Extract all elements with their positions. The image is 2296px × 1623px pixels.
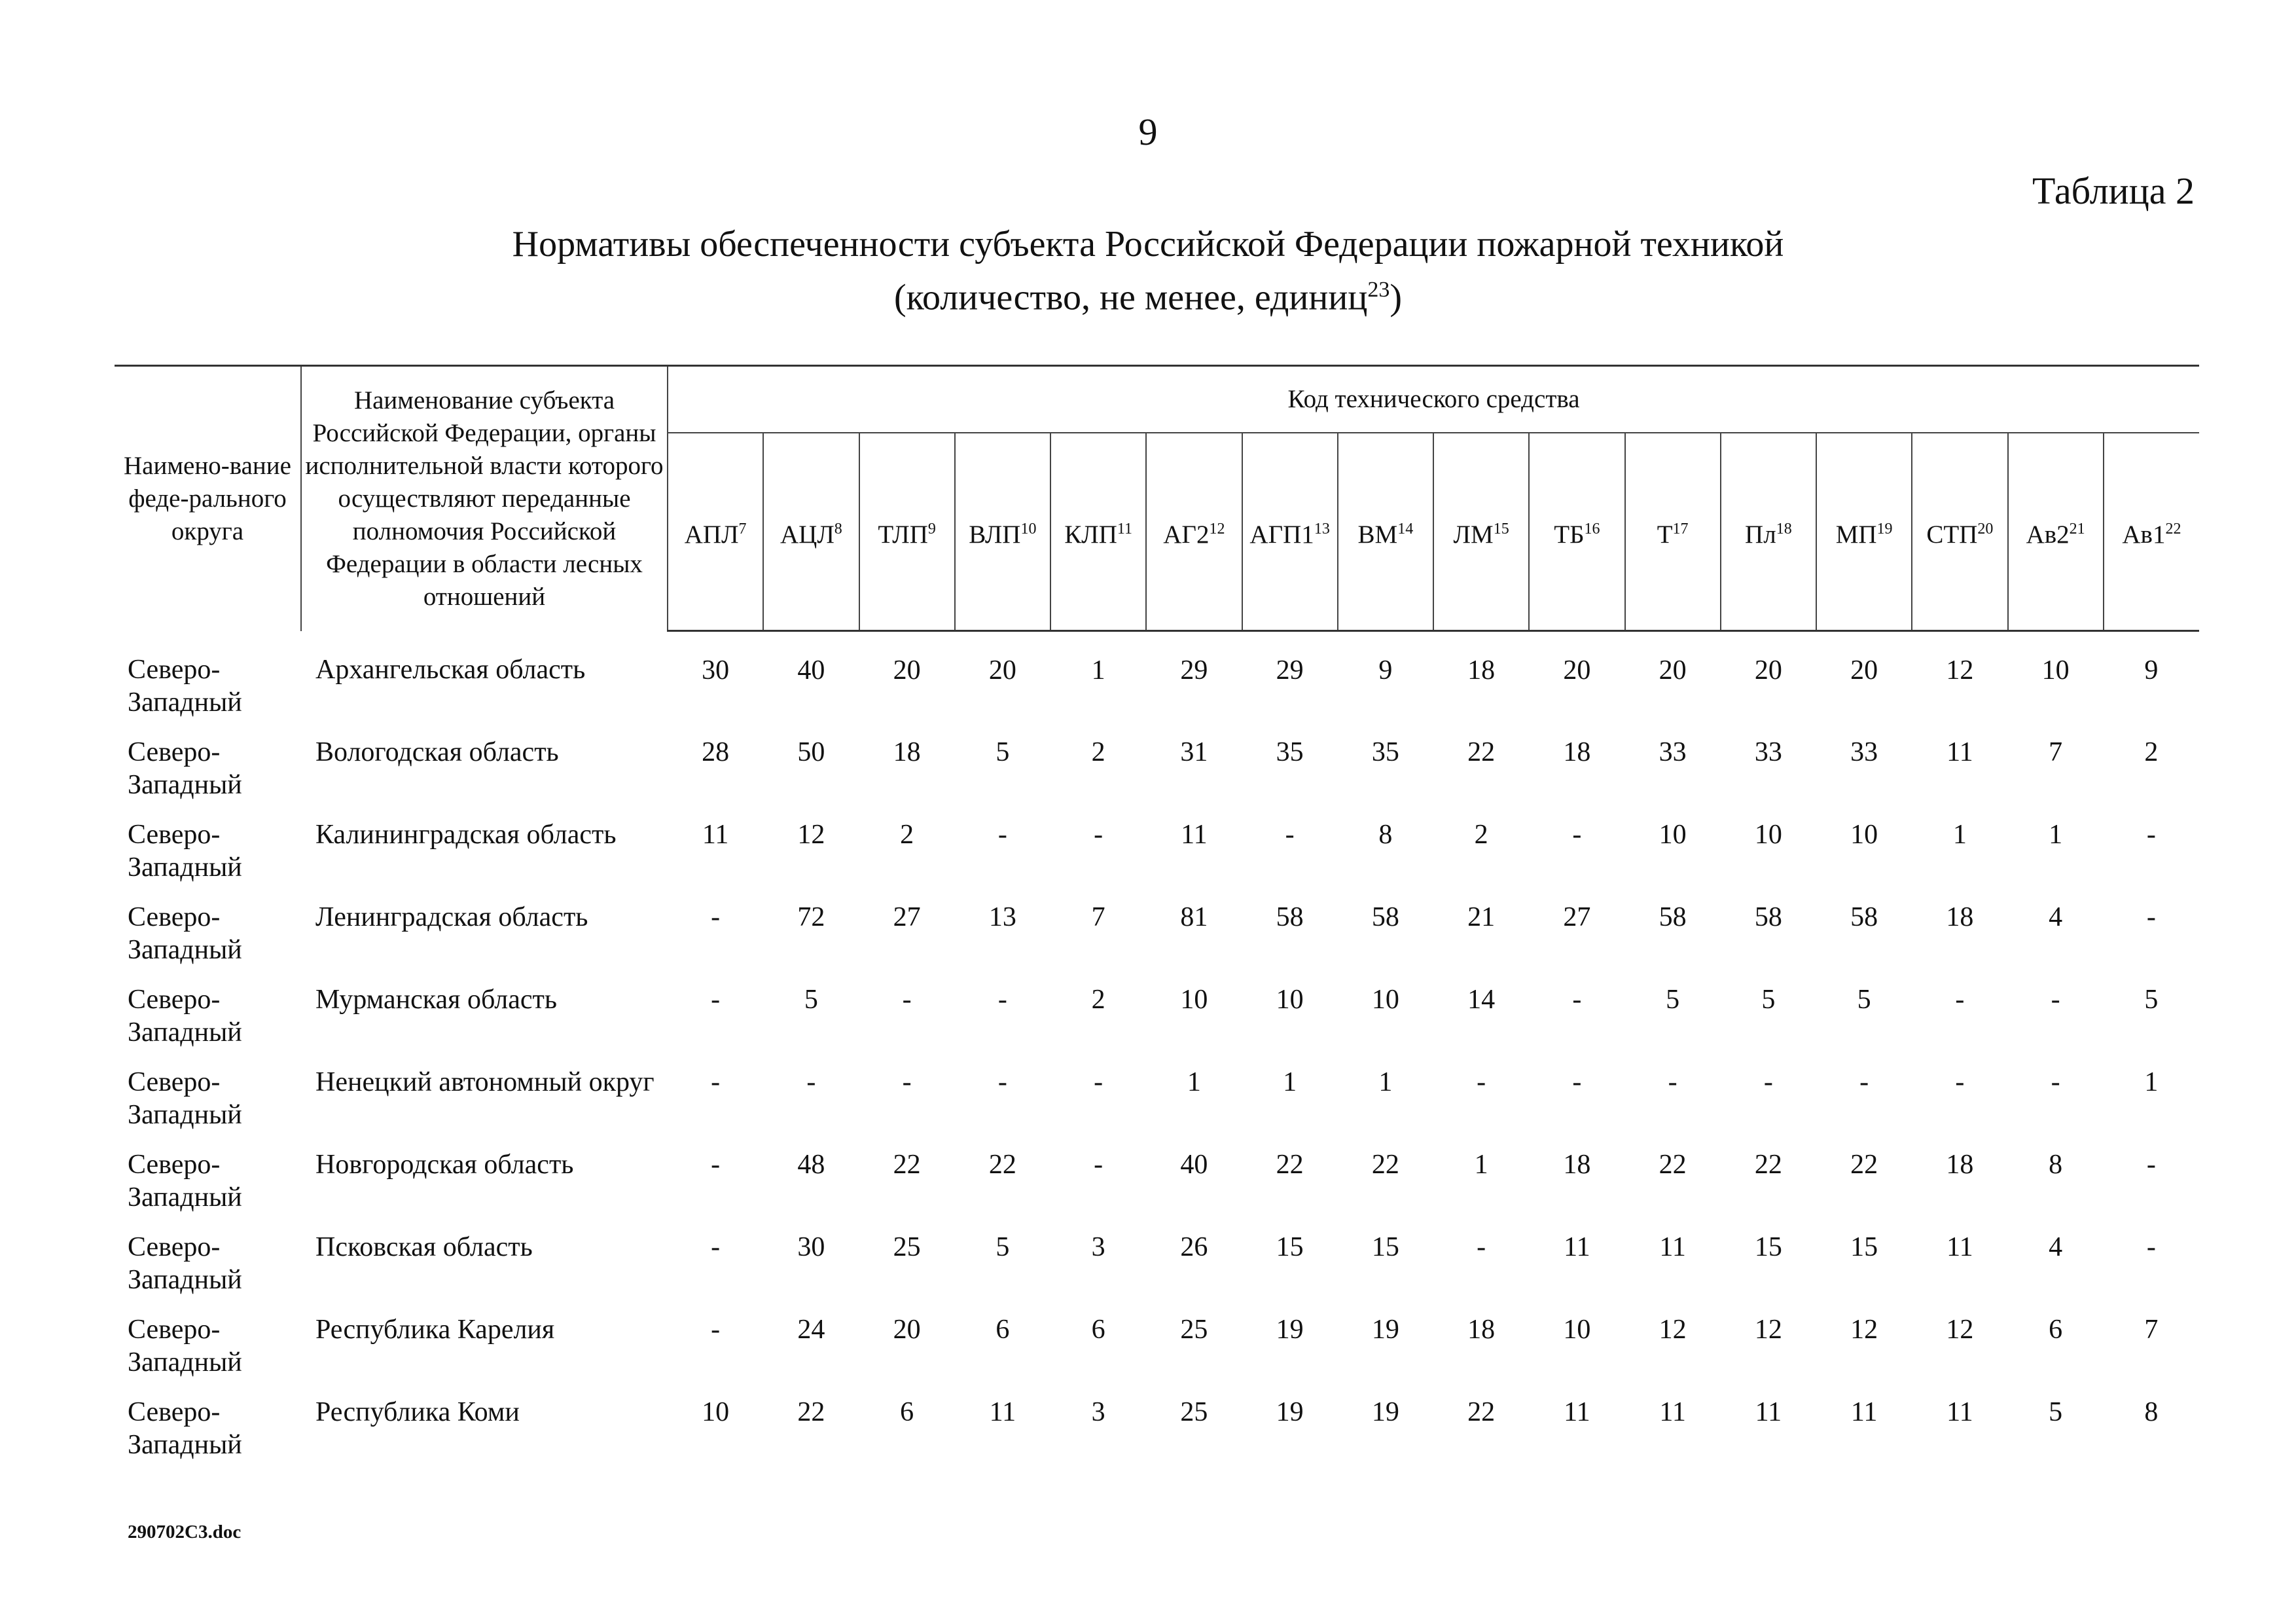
cell-value: 12 bbox=[1850, 1314, 1878, 1345]
cell-value: 22 bbox=[893, 1149, 921, 1180]
cell-value: 21 bbox=[1467, 902, 1496, 932]
cell-value: 25 bbox=[893, 1231, 921, 1262]
table-label: Таблица 2 bbox=[2032, 170, 2195, 212]
code-footnote-ref: 7 bbox=[738, 520, 747, 538]
code-footnote-ref: 14 bbox=[1397, 520, 1414, 538]
cell-value: - bbox=[711, 1314, 721, 1345]
cell-value: 11 bbox=[1659, 1231, 1686, 1262]
cell-value: 1 bbox=[1187, 1067, 1201, 1097]
cell-value: - bbox=[997, 819, 1007, 850]
header-code-9 bbox=[1529, 433, 1624, 631]
header-district: Наимено-вание феде-рального округа bbox=[115, 366, 301, 631]
cell-value: 12 bbox=[797, 819, 825, 850]
cell-district: Северо-Западный bbox=[128, 654, 242, 718]
cell-value: 10 bbox=[2041, 655, 2070, 685]
cell-value: 58 bbox=[1276, 902, 1304, 932]
code-footnote-ref: 13 bbox=[1314, 520, 1330, 538]
cell-district: Северо-Западный bbox=[128, 1149, 242, 1213]
code-label: МП bbox=[1835, 520, 1877, 549]
cell-value: 1 bbox=[1091, 655, 1105, 685]
code-label: ВЛП bbox=[969, 520, 1021, 549]
code-label: КЛП bbox=[1064, 520, 1117, 549]
cell-value: 5 bbox=[1761, 984, 1776, 1015]
code-footnote-ref: 15 bbox=[1493, 520, 1509, 538]
header-code-2 bbox=[859, 433, 955, 631]
table-row bbox=[115, 1313, 2199, 1396]
code-label: АЦЛ bbox=[780, 520, 834, 549]
code-footnote-ref: 18 bbox=[1776, 520, 1792, 538]
cell-value: 4 bbox=[2049, 1231, 2063, 1262]
cell-value: - bbox=[902, 984, 912, 1015]
cell-value: 58 bbox=[1659, 902, 1687, 932]
cell-district: Северо-Западный bbox=[128, 1067, 242, 1130]
cell-value: 5 bbox=[996, 737, 1010, 767]
table-row bbox=[115, 1396, 2199, 1478]
cell-value: 19 bbox=[1276, 1396, 1304, 1427]
cell-value: 8 bbox=[2144, 1396, 2159, 1427]
cell-value: 11 bbox=[1564, 1396, 1590, 1427]
cell-value: - bbox=[1763, 1067, 1773, 1097]
cell-value: 1 bbox=[2049, 819, 2063, 850]
cell-value: - bbox=[997, 1067, 1007, 1097]
cell-subject: Калининградская область bbox=[315, 819, 617, 850]
cell-value: 58 bbox=[1371, 902, 1399, 932]
cell-value: 10 bbox=[1754, 819, 1782, 850]
cell-value: 27 bbox=[1563, 902, 1591, 932]
cell-value: - bbox=[711, 1149, 721, 1180]
cell-value: 6 bbox=[900, 1396, 914, 1427]
cell-value: - bbox=[1955, 984, 1965, 1015]
cell-value: 10 bbox=[1563, 1314, 1591, 1345]
cell-value: - bbox=[902, 1067, 912, 1097]
title-line-2-text: (количество, не менее, единиц bbox=[894, 277, 1368, 318]
cell-value: 58 bbox=[1754, 902, 1782, 932]
cell-value: 25 bbox=[1180, 1396, 1208, 1427]
cell-subject: Мурманская область bbox=[315, 984, 558, 1015]
cell-value: 11 bbox=[1564, 1231, 1590, 1262]
cell-district: Северо-Западный bbox=[128, 819, 242, 883]
cell-value: 40 bbox=[1180, 1149, 1208, 1180]
cell-value: - bbox=[1285, 819, 1295, 850]
cell-value: 18 bbox=[1563, 1149, 1591, 1180]
cell-value: 15 bbox=[1371, 1231, 1399, 1262]
table-row bbox=[115, 983, 2199, 1066]
cell-value: 22 bbox=[1467, 737, 1496, 767]
cell-value: 3 bbox=[1091, 1396, 1105, 1427]
cell-value: 9 bbox=[1378, 655, 1393, 685]
code-footnote-ref: 16 bbox=[1584, 520, 1600, 538]
cell-value: - bbox=[806, 1067, 816, 1097]
cell-value: 29 bbox=[1276, 655, 1304, 685]
cell-value: 20 bbox=[893, 655, 921, 685]
cell-value: 7 bbox=[2049, 737, 2063, 767]
table-row bbox=[115, 1066, 2199, 1148]
table-row bbox=[115, 631, 2199, 736]
header-code-1 bbox=[763, 433, 859, 631]
cell-value: - bbox=[1572, 984, 1582, 1015]
cell-value: 4 bbox=[2049, 902, 2063, 932]
cell-value: 11 bbox=[1659, 1396, 1686, 1427]
cell-value: 10 bbox=[702, 1396, 730, 1427]
header-code-4 bbox=[1050, 433, 1146, 631]
cell-value: 22 bbox=[1276, 1149, 1304, 1180]
code-footnote-ref: 22 bbox=[2165, 520, 2181, 538]
cell-value: - bbox=[1859, 1067, 1869, 1097]
cell-value: 20 bbox=[1659, 655, 1687, 685]
cell-value: 5 bbox=[2144, 984, 2159, 1015]
cell-value: 18 bbox=[893, 737, 921, 767]
page-number: 9 bbox=[1138, 111, 1158, 153]
cell-value: 13 bbox=[988, 902, 1016, 932]
cell-value: - bbox=[997, 984, 1007, 1015]
header-code-15 bbox=[2104, 433, 2199, 631]
cell-value: 35 bbox=[1276, 737, 1304, 767]
cell-value: 14 bbox=[1467, 984, 1496, 1015]
cell-district: Северо-Западный bbox=[128, 737, 242, 800]
cell-value: 20 bbox=[1563, 655, 1591, 685]
code-label: Ав2 bbox=[2026, 520, 2070, 549]
code-label: ТЛП bbox=[878, 520, 928, 549]
cell-value: - bbox=[2146, 1231, 2156, 1262]
cell-value: 15 bbox=[1850, 1231, 1878, 1262]
code-label: ЛМ bbox=[1453, 520, 1494, 549]
cell-value: 18 bbox=[1946, 902, 1974, 932]
table-row bbox=[115, 736, 2199, 818]
code-footnote-ref: 10 bbox=[1020, 520, 1037, 538]
cell-value: 6 bbox=[2049, 1314, 2063, 1345]
code-label: Ав1 bbox=[2122, 520, 2166, 549]
title-line-2-close: ) bbox=[1390, 277, 1402, 318]
code-label: Пл bbox=[1745, 520, 1776, 549]
cell-value: - bbox=[1955, 1067, 1965, 1097]
header-code-group: Код технического средства bbox=[668, 366, 2199, 433]
cell-value: - bbox=[2051, 984, 2060, 1015]
cell-value: 5 bbox=[1666, 984, 1680, 1015]
cell-value: 11 bbox=[1755, 1396, 1782, 1427]
cell-subject: Ленинградская область bbox=[315, 902, 588, 932]
cell-value: - bbox=[711, 1231, 721, 1262]
cell-value: 26 bbox=[1180, 1231, 1208, 1262]
cell-value: 1 bbox=[1378, 1067, 1393, 1097]
cell-value: 12 bbox=[1946, 655, 1974, 685]
cell-value: 11 bbox=[1946, 737, 1973, 767]
cell-value: 19 bbox=[1276, 1314, 1304, 1345]
cell-value: 5 bbox=[1857, 984, 1871, 1015]
cell-value: 2 bbox=[1091, 984, 1105, 1015]
code-label: АПЛ bbox=[684, 520, 739, 549]
table-row bbox=[115, 901, 2199, 983]
cell-value: 3 bbox=[1091, 1231, 1105, 1262]
cell-value: 18 bbox=[1467, 1314, 1496, 1345]
header-code-5 bbox=[1146, 433, 1242, 631]
cell-value: 81 bbox=[1180, 902, 1208, 932]
cell-value: 28 bbox=[702, 737, 730, 767]
cell-value: 58 bbox=[1850, 902, 1878, 932]
header-subject: Наименование субъекта Российской Федерации, органы исполнительной власти которого осуществляют переданные полномочия Российской Федерации в области лесных отношений bbox=[301, 366, 668, 631]
code-label: ВМ bbox=[1357, 520, 1398, 549]
cell-value: - bbox=[1572, 819, 1582, 850]
header-code-14 bbox=[2008, 433, 2104, 631]
table-row bbox=[115, 818, 2199, 901]
header-code-0 bbox=[668, 433, 763, 631]
cell-value: 48 bbox=[797, 1149, 825, 1180]
header-code-13 bbox=[1912, 433, 2007, 631]
code-label: СТП bbox=[1926, 520, 1978, 549]
cell-value: 5 bbox=[2049, 1396, 2063, 1427]
cell-value: 8 bbox=[2049, 1149, 2063, 1180]
cell-value: 30 bbox=[702, 655, 730, 685]
cell-value: 11 bbox=[1946, 1396, 1973, 1427]
code-footnote-ref: 12 bbox=[1209, 520, 1225, 538]
cell-subject: Республика Коми bbox=[315, 1396, 520, 1427]
cell-value: 1 bbox=[2144, 1067, 2159, 1097]
cell-value: 18 bbox=[1563, 737, 1591, 767]
cell-value: 22 bbox=[797, 1396, 825, 1427]
cell-value: 5 bbox=[804, 984, 818, 1015]
cell-value: - bbox=[711, 1067, 721, 1097]
cell-value: 10 bbox=[1276, 984, 1304, 1015]
cell-district: Северо-Западный bbox=[128, 1231, 242, 1295]
cell-value: 1 bbox=[1952, 819, 1967, 850]
cell-value: 7 bbox=[1091, 902, 1105, 932]
code-footnote-ref: 8 bbox=[834, 520, 842, 538]
code-footnote-ref: 21 bbox=[2069, 520, 2085, 538]
cell-value: 2 bbox=[900, 819, 914, 850]
cell-value: 30 bbox=[797, 1231, 825, 1262]
norms-table bbox=[115, 365, 2199, 1478]
cell-value: 18 bbox=[1467, 655, 1496, 685]
document-title bbox=[0, 221, 2296, 321]
header-code-12 bbox=[1816, 433, 1912, 631]
cell-value: 33 bbox=[1850, 737, 1878, 767]
code-footnote-ref: 19 bbox=[1876, 520, 1893, 538]
cell-value: 2 bbox=[1474, 819, 1488, 850]
header-code-6 bbox=[1242, 433, 1338, 631]
cell-value: 20 bbox=[1754, 655, 1782, 685]
cell-value: - bbox=[1668, 1067, 1677, 1097]
cell-value: 10 bbox=[1180, 984, 1208, 1015]
cell-value: 72 bbox=[797, 902, 825, 932]
cell-value: 22 bbox=[988, 1149, 1016, 1180]
cell-value: 11 bbox=[1181, 819, 1208, 850]
cell-value: 10 bbox=[1850, 819, 1878, 850]
cell-value: 15 bbox=[1276, 1231, 1304, 1262]
cell-value: 50 bbox=[797, 737, 825, 767]
cell-subject: Ненецкий автономный округ bbox=[315, 1067, 655, 1097]
cell-value: 33 bbox=[1659, 737, 1687, 767]
cell-value: 19 bbox=[1371, 1396, 1399, 1427]
code-label: АГ2 bbox=[1163, 520, 1210, 549]
cell-value: 11 bbox=[989, 1396, 1016, 1427]
cell-value: 22 bbox=[1754, 1149, 1782, 1180]
header-code-3 bbox=[955, 433, 1050, 631]
cell-value: - bbox=[2146, 819, 2156, 850]
cell-value: 10 bbox=[1371, 984, 1399, 1015]
cell-value: 33 bbox=[1754, 737, 1782, 767]
cell-value: 22 bbox=[1467, 1396, 1496, 1427]
cell-subject: Республика Карелия bbox=[315, 1314, 555, 1345]
cell-value: 20 bbox=[893, 1314, 921, 1345]
cell-value: - bbox=[1572, 1067, 1582, 1097]
code-footnote-ref: 9 bbox=[927, 520, 936, 538]
cell-value: 22 bbox=[1371, 1149, 1399, 1180]
cell-value: 1 bbox=[1283, 1067, 1297, 1097]
cell-value: 31 bbox=[1180, 737, 1208, 767]
cell-district: Северо-Западный bbox=[128, 984, 242, 1048]
cell-value: 22 bbox=[1659, 1149, 1687, 1180]
cell-value: 12 bbox=[1659, 1314, 1687, 1345]
cell-value: 2 bbox=[1091, 737, 1105, 767]
title-line-2 bbox=[0, 267, 2296, 321]
cell-value: 5 bbox=[996, 1231, 1010, 1262]
cell-value: - bbox=[1094, 1149, 1103, 1180]
cell-value: 12 bbox=[1946, 1314, 1974, 1345]
title-line-1: Нормативы обеспеченности субъекта Российской Федерации пожарной техникой bbox=[512, 224, 1784, 264]
header-code-8 bbox=[1433, 433, 1529, 631]
cell-value: 18 bbox=[1946, 1149, 1974, 1180]
cell-value: 11 bbox=[702, 819, 729, 850]
cell-value: 9 bbox=[2144, 655, 2159, 685]
code-label: Т bbox=[1657, 520, 1673, 549]
cell-value: 2 bbox=[2144, 737, 2159, 767]
cell-value: 15 bbox=[1754, 1231, 1782, 1262]
cell-value: - bbox=[1094, 819, 1103, 850]
cell-value: 40 bbox=[797, 655, 825, 685]
cell-value: 27 bbox=[893, 902, 921, 932]
cell-value: 25 bbox=[1180, 1314, 1208, 1345]
code-footnote-ref: 20 bbox=[1977, 520, 1994, 538]
cell-value: - bbox=[711, 902, 721, 932]
code-footnote-ref: 11 bbox=[1117, 520, 1132, 538]
cell-value: 24 bbox=[797, 1314, 825, 1345]
cell-value: - bbox=[1477, 1231, 1486, 1262]
cell-subject: Псковская область bbox=[315, 1231, 533, 1262]
cell-value: - bbox=[2051, 1067, 2060, 1097]
cell-value: - bbox=[711, 984, 721, 1015]
cell-value: - bbox=[1094, 1067, 1103, 1097]
table-body bbox=[115, 631, 2199, 1478]
cell-value: 7 bbox=[2144, 1314, 2159, 1345]
cell-value: 22 bbox=[1850, 1149, 1878, 1180]
cell-value: 11 bbox=[1946, 1231, 1973, 1262]
cell-value: 12 bbox=[1754, 1314, 1782, 1345]
cell-value: 19 bbox=[1371, 1314, 1399, 1345]
title-footnote-ref: 23 bbox=[1367, 278, 1390, 302]
cell-subject: Новгородская область bbox=[315, 1149, 574, 1180]
code-footnote-ref: 17 bbox=[1672, 520, 1689, 538]
header-code-7 bbox=[1338, 433, 1433, 631]
table-header bbox=[115, 366, 2199, 631]
footer-doc-code: 290702C3.doc bbox=[128, 1522, 242, 1542]
table-row bbox=[115, 1231, 2199, 1313]
cell-value: - bbox=[1477, 1067, 1486, 1097]
cell-value: 35 bbox=[1371, 737, 1399, 767]
cell-subject: Вологодская область bbox=[315, 737, 559, 767]
cell-subject: Архангельская область bbox=[315, 654, 586, 685]
cell-value: 6 bbox=[996, 1314, 1010, 1345]
header-code-11 bbox=[1721, 433, 1816, 631]
cell-value: 8 bbox=[1378, 819, 1393, 850]
code-label: АГП1 bbox=[1249, 520, 1314, 549]
cell-value: 29 bbox=[1180, 655, 1208, 685]
cell-value: 20 bbox=[988, 655, 1016, 685]
cell-value: - bbox=[2146, 902, 2156, 932]
cell-district: Северо-Западный bbox=[128, 1396, 242, 1460]
cell-value: 1 bbox=[1474, 1149, 1488, 1180]
cell-value: 20 bbox=[1850, 655, 1878, 685]
code-label: ТБ bbox=[1554, 520, 1585, 549]
cell-value: 6 bbox=[1091, 1314, 1105, 1345]
cell-value: - bbox=[2146, 1149, 2156, 1180]
table-row bbox=[115, 1148, 2199, 1231]
cell-value: 11 bbox=[1850, 1396, 1878, 1427]
cell-district: Северо-Западный bbox=[128, 1314, 242, 1377]
header-code-10 bbox=[1625, 433, 1721, 631]
cell-value: 10 bbox=[1659, 819, 1687, 850]
cell-district: Северо-Западный bbox=[128, 902, 242, 965]
